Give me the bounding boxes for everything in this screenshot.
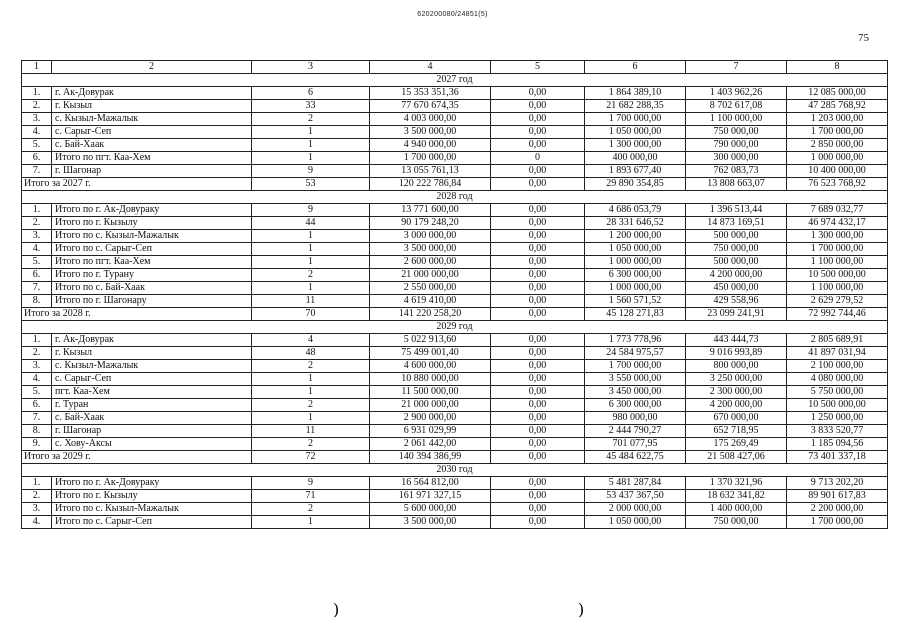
table-cell: 1 700 000,00: [787, 126, 888, 139]
municipality-name: Итого по с. Кызыл-Мажалык: [52, 503, 252, 516]
table-cell: 0,00: [491, 399, 585, 412]
year-label: 2029 год: [22, 321, 888, 334]
table-row: [22, 386, 888, 399]
column-header: 8: [787, 61, 888, 74]
row-index: 1.: [22, 477, 52, 490]
table-cell: 1: [252, 126, 370, 139]
total-cell: 45 128 271,83: [585, 308, 686, 321]
table-row: [22, 243, 888, 256]
table-row: [22, 516, 888, 529]
table-cell: 1 400 000,00: [686, 503, 787, 516]
table-cell: 4 003 000,00: [370, 113, 491, 126]
row-index: 7.: [22, 282, 52, 295]
row-index: 3.: [22, 360, 52, 373]
table-cell: 21 682 288,35: [585, 100, 686, 113]
table-cell: 0,00: [491, 334, 585, 347]
municipality-name: г. Ак-Довурак: [52, 87, 252, 100]
table-cell: 1 250 000,00: [787, 412, 888, 425]
total-cell: 141 220 258,20: [370, 308, 491, 321]
column-header: 7: [686, 61, 787, 74]
total-cell: 70: [252, 308, 370, 321]
table-cell: 8 702 617,08: [686, 100, 787, 113]
column-header: 3: [252, 61, 370, 74]
table-cell: 750 000,00: [686, 243, 787, 256]
total-cell: 76 523 768,92: [787, 178, 888, 191]
column-header: 4: [370, 61, 491, 74]
municipality-name: г. Кызыл: [52, 347, 252, 360]
table-cell: 4 200 000,00: [686, 399, 787, 412]
table-cell: 300 000,00: [686, 152, 787, 165]
table-cell: 3 550 000,00: [585, 373, 686, 386]
table-row: [22, 165, 888, 178]
table-cell: 77 670 674,35: [370, 100, 491, 113]
table-cell: 53 437 367,50: [585, 490, 686, 503]
year-total-row: [22, 308, 888, 321]
table-cell: 2: [252, 438, 370, 451]
table-cell: 0,00: [491, 139, 585, 152]
table-cell: 89 901 617,83: [787, 490, 888, 503]
total-label: Итого за 2029 г.: [22, 451, 252, 464]
table-cell: 1 700 000,00: [787, 243, 888, 256]
row-index: 2.: [22, 347, 52, 360]
row-index: 2.: [22, 217, 52, 230]
column-header: 6: [585, 61, 686, 74]
municipality-name: Итого по г. Шагонару: [52, 295, 252, 308]
table-row: [22, 412, 888, 425]
table-row: [22, 217, 888, 230]
table-cell: 750 000,00: [686, 126, 787, 139]
table-cell: 980 000,00: [585, 412, 686, 425]
total-cell: 120 222 786,84: [370, 178, 491, 191]
table-cell: 0,00: [491, 87, 585, 100]
row-index: 3.: [22, 113, 52, 126]
table-cell: 2 805 689,91: [787, 334, 888, 347]
table-cell: 1: [252, 412, 370, 425]
municipality-name: Итого по с. Бай-Хаак: [52, 282, 252, 295]
table-cell: 2 100 000,00: [787, 360, 888, 373]
table-cell: 762 083,73: [686, 165, 787, 178]
table-cell: 2: [252, 360, 370, 373]
table-cell: 44: [252, 217, 370, 230]
table-cell: 1: [252, 152, 370, 165]
row-index: 3.: [22, 230, 52, 243]
row-index: 1.: [22, 204, 52, 217]
municipality-name: с. Сарыг-Сеп: [52, 126, 252, 139]
table-cell: 7 689 032,77: [787, 204, 888, 217]
table-cell: 2: [252, 399, 370, 412]
municipality-name: Итого по пгт. Каа-Хем: [52, 152, 252, 165]
municipality-name: Итого по с. Сарыг-Сеп: [52, 516, 252, 529]
row-index: 4.: [22, 373, 52, 386]
table-cell: 9 713 202,20: [787, 477, 888, 490]
table-cell: 0,00: [491, 503, 585, 516]
table-cell: 1 370 321,96: [686, 477, 787, 490]
table-cell: 2 000 000,00: [585, 503, 686, 516]
table-cell: 4: [252, 334, 370, 347]
table-cell: 9: [252, 204, 370, 217]
table-cell: 0,00: [491, 360, 585, 373]
table-cell: 2: [252, 503, 370, 516]
year-total-row: [22, 178, 888, 191]
table-row: [22, 490, 888, 503]
table-cell: 500 000,00: [686, 230, 787, 243]
table-cell: 3 250 000,00: [686, 373, 787, 386]
table-cell: 3 450 000,00: [585, 386, 686, 399]
table-cell: 1 185 094,56: [787, 438, 888, 451]
table-cell: 443 444,73: [686, 334, 787, 347]
table-cell: 10 500 000,00: [787, 269, 888, 282]
table-cell: 47 285 768,92: [787, 100, 888, 113]
table-cell: 1 403 962,26: [686, 87, 787, 100]
table-cell: 1 000 000,00: [585, 282, 686, 295]
table-row: [22, 204, 888, 217]
row-index: 1.: [22, 334, 52, 347]
table-cell: 3 500 000,00: [370, 243, 491, 256]
table-cell: 1 200 000,00: [585, 230, 686, 243]
row-index: 2.: [22, 100, 52, 113]
table-row: [22, 256, 888, 269]
table-row: [22, 373, 888, 386]
table-cell: 46 974 432,17: [787, 217, 888, 230]
table-cell: 0,00: [491, 477, 585, 490]
total-cell: 13 808 663,07: [686, 178, 787, 191]
table-cell: 1 300 000,00: [585, 139, 686, 152]
table-cell: 0,00: [491, 217, 585, 230]
table-row: [22, 360, 888, 373]
table-cell: 71: [252, 490, 370, 503]
table-cell: 1 000 000,00: [585, 256, 686, 269]
table-cell: 5 750 000,00: [787, 386, 888, 399]
table-cell: 4 200 000,00: [686, 269, 787, 282]
table-cell: 11: [252, 425, 370, 438]
row-index: 7.: [22, 165, 52, 178]
municipality-name: с. Кызыл-Мажалык: [52, 360, 252, 373]
table-cell: 0,00: [491, 126, 585, 139]
table-cell: 1 864 389,10: [585, 87, 686, 100]
table-cell: 1 100 000,00: [787, 282, 888, 295]
table-cell: 790 000,00: [686, 139, 787, 152]
table-cell: 2 200 000,00: [787, 503, 888, 516]
table-cell: 670 000,00: [686, 412, 787, 425]
table-cell: 161 971 327,15: [370, 490, 491, 503]
table-row: [22, 295, 888, 308]
table-cell: 0,00: [491, 412, 585, 425]
table-row: [22, 152, 888, 165]
table-cell: 3 500 000,00: [370, 516, 491, 529]
column-header: 2: [52, 61, 252, 74]
table-cell: 1 100 000,00: [686, 113, 787, 126]
row-index: 5.: [22, 386, 52, 399]
table-cell: 1 050 000,00: [585, 243, 686, 256]
table-cell: 0,00: [491, 347, 585, 360]
total-cell: 140 394 386,99: [370, 451, 491, 464]
year-header-row: [22, 321, 888, 334]
table-cell: 4 686 053,79: [585, 204, 686, 217]
municipality-name: Итого по с. Сарыг-Сеп: [52, 243, 252, 256]
table-cell: 11 500 000,00: [370, 386, 491, 399]
table-cell: 6 931 029,99: [370, 425, 491, 438]
total-cell: 23 099 241,91: [686, 308, 787, 321]
table-cell: 701 077,95: [585, 438, 686, 451]
table-cell: 24 584 975,57: [585, 347, 686, 360]
column-header: 5: [491, 61, 585, 74]
table-cell: 2 061 442,00: [370, 438, 491, 451]
table-cell: 2 550 000,00: [370, 282, 491, 295]
municipality-name: г. Шагонар: [52, 165, 252, 178]
table-cell: 0,00: [491, 165, 585, 178]
table-cell: 9 016 993,89: [686, 347, 787, 360]
year-total-row: [22, 451, 888, 464]
municipality-name: Итого по г. Ак-Довураку: [52, 477, 252, 490]
column-header: 1: [22, 61, 52, 74]
table-row: [22, 139, 888, 152]
row-index: 4.: [22, 126, 52, 139]
municipality-name: Итого по с. Кызыл-Мажалык: [52, 230, 252, 243]
table-cell: 3 000 000,00: [370, 230, 491, 243]
table-cell: 2 300 000,00: [686, 386, 787, 399]
table-cell: 4 940 000,00: [370, 139, 491, 152]
table-row: [22, 282, 888, 295]
row-index: 6.: [22, 399, 52, 412]
row-index: 7.: [22, 412, 52, 425]
table-cell: 1: [252, 282, 370, 295]
table-row: [22, 399, 888, 412]
row-index: 5.: [22, 256, 52, 269]
table-cell: 1 700 000,00: [585, 113, 686, 126]
table-row: [22, 269, 888, 282]
page-number: 75: [858, 32, 869, 44]
table-cell: 800 000,00: [686, 360, 787, 373]
total-cell: 0,00: [491, 178, 585, 191]
table-cell: 1 700 000,00: [585, 360, 686, 373]
table-cell: 33: [252, 100, 370, 113]
table-cell: 9: [252, 477, 370, 490]
total-cell: 29 890 354,85: [585, 178, 686, 191]
table-cell: 1 100 000,00: [787, 256, 888, 269]
table-cell: 9: [252, 165, 370, 178]
table-row: [22, 503, 888, 516]
table-cell: 1: [252, 139, 370, 152]
table-cell: 1 700 000,00: [787, 516, 888, 529]
table-cell: 5 600 000,00: [370, 503, 491, 516]
table-cell: 1: [252, 243, 370, 256]
table-cell: 0,00: [491, 295, 585, 308]
table-cell: 18 632 341,82: [686, 490, 787, 503]
row-index: 3.: [22, 503, 52, 516]
table-cell: 10 400 000,00: [787, 165, 888, 178]
table-cell: 0,00: [491, 113, 585, 126]
table-cell: 6 300 000,00: [585, 399, 686, 412]
table-cell: 400 000,00: [585, 152, 686, 165]
table-cell: 0,00: [491, 490, 585, 503]
municipality-name: с. Бай-Хаак: [52, 412, 252, 425]
table-cell: 2 444 790,27: [585, 425, 686, 438]
footer-mark: ): [578, 600, 585, 619]
table-cell: 4 080 000,00: [787, 373, 888, 386]
total-cell: 21 508 427,06: [686, 451, 787, 464]
table-row: [22, 230, 888, 243]
table-cell: 6: [252, 87, 370, 100]
total-cell: 0,00: [491, 308, 585, 321]
table-cell: 2 600 000,00: [370, 256, 491, 269]
table-cell: 11: [252, 295, 370, 308]
table-cell: 6 300 000,00: [585, 269, 686, 282]
total-cell: 72 992 744,46: [787, 308, 888, 321]
table-cell: 2: [252, 269, 370, 282]
table-cell: 1 050 000,00: [585, 516, 686, 529]
table-cell: 2 629 279,52: [787, 295, 888, 308]
year-header-row: [22, 74, 888, 87]
municipality-name: Итого по пгт. Каа-Хем: [52, 256, 252, 269]
table-cell: 1 893 677,40: [585, 165, 686, 178]
table-row: [22, 113, 888, 126]
table-row: [22, 126, 888, 139]
table-cell: 0,00: [491, 516, 585, 529]
year-label: 2028 год: [22, 191, 888, 204]
table-cell: 0: [491, 152, 585, 165]
table-cell: 90 179 248,20: [370, 217, 491, 230]
table-cell: 1 396 513,44: [686, 204, 787, 217]
year-label: 2027 год: [22, 74, 888, 87]
table-cell: 1: [252, 516, 370, 529]
year-header-row: [22, 464, 888, 477]
table-cell: 1 050 000,00: [585, 126, 686, 139]
municipality-name: г. Шагонар: [52, 425, 252, 438]
table-cell: 0,00: [491, 204, 585, 217]
table-cell: 10 880 000,00: [370, 373, 491, 386]
document-id: 620200080/24851(5): [417, 11, 488, 18]
footer-mark: ): [333, 600, 340, 619]
municipality-name: с. Бай-Хаак: [52, 139, 252, 152]
municipality-name: с. Сарыг-Сеп: [52, 373, 252, 386]
municipality-name: Итого по г. Ак-Довураку: [52, 204, 252, 217]
year-header-row: [22, 191, 888, 204]
row-index: 8.: [22, 425, 52, 438]
table-cell: 1: [252, 373, 370, 386]
table-cell: 1 300 000,00: [787, 230, 888, 243]
table-cell: 2 900 000,00: [370, 412, 491, 425]
table-cell: 14 873 169,51: [686, 217, 787, 230]
table-cell: 175 269,49: [686, 438, 787, 451]
table-cell: 1 000 000,00: [787, 152, 888, 165]
budget-table: [21, 60, 888, 529]
municipality-name: с. Хову-Аксы: [52, 438, 252, 451]
table-cell: 652 718,95: [686, 425, 787, 438]
table-cell: 12 085 000,00: [787, 87, 888, 100]
table-row: [22, 87, 888, 100]
table-cell: 3 500 000,00: [370, 126, 491, 139]
table-cell: 21 000 000,00: [370, 399, 491, 412]
table-row: [22, 425, 888, 438]
municipality-name: Итого по г. Кызылу: [52, 217, 252, 230]
table-cell: 28 331 646,52: [585, 217, 686, 230]
table-cell: 0,00: [491, 230, 585, 243]
table-cell: 2 850 000,00: [787, 139, 888, 152]
table-cell: 0,00: [491, 269, 585, 282]
row-index: 1.: [22, 87, 52, 100]
table-cell: 0,00: [491, 438, 585, 451]
row-index: 8.: [22, 295, 52, 308]
municipality-name: Итого по г. Кызылу: [52, 490, 252, 503]
total-label: Итого за 2027 г.: [22, 178, 252, 191]
table-cell: 4 619 410,00: [370, 295, 491, 308]
total-cell: 73 401 337,18: [787, 451, 888, 464]
total-cell: 53: [252, 178, 370, 191]
total-cell: 45 484 622,75: [585, 451, 686, 464]
table-cell: 1: [252, 256, 370, 269]
table-cell: 3 833 520,77: [787, 425, 888, 438]
municipality-name: пгт. Каа-Хем: [52, 386, 252, 399]
table-cell: 41 897 031,94: [787, 347, 888, 360]
table-cell: 13 055 761,13: [370, 165, 491, 178]
table-row: [22, 334, 888, 347]
municipality-name: г. Кызыл: [52, 100, 252, 113]
table-cell: 1 700 000,00: [370, 152, 491, 165]
table-cell: 0,00: [491, 100, 585, 113]
table-cell: 10 500 000,00: [787, 399, 888, 412]
row-index: 9.: [22, 438, 52, 451]
row-index: 6.: [22, 152, 52, 165]
row-index: 4.: [22, 516, 52, 529]
table-cell: 21 000 000,00: [370, 269, 491, 282]
municipality-name: с. Кызыл-Мажалык: [52, 113, 252, 126]
table-cell: 2: [252, 113, 370, 126]
total-cell: 72: [252, 451, 370, 464]
table-cell: 0,00: [491, 373, 585, 386]
table-cell: 429 558,96: [686, 295, 787, 308]
column-header-row: [22, 61, 888, 74]
table-cell: 1 203 000,00: [787, 113, 888, 126]
table-cell: 15 353 351,36: [370, 87, 491, 100]
table-cell: 16 564 812,00: [370, 477, 491, 490]
table-cell: 13 771 600,00: [370, 204, 491, 217]
row-index: 6.: [22, 269, 52, 282]
table-cell: 1: [252, 386, 370, 399]
row-index: 5.: [22, 139, 52, 152]
table-row: [22, 477, 888, 490]
table-cell: 450 000,00: [686, 282, 787, 295]
table-row: [22, 100, 888, 113]
table-cell: 1: [252, 230, 370, 243]
year-label: 2030 год: [22, 464, 888, 477]
municipality-name: г. Туран: [52, 399, 252, 412]
table-cell: 48: [252, 347, 370, 360]
table-cell: 1 773 778,96: [585, 334, 686, 347]
total-cell: 0,00: [491, 451, 585, 464]
table-body: [22, 61, 888, 529]
table-cell: 75 499 001,40: [370, 347, 491, 360]
table-cell: 750 000,00: [686, 516, 787, 529]
table-cell: 4 600 000,00: [370, 360, 491, 373]
total-label: Итого за 2028 г.: [22, 308, 252, 321]
table-row: [22, 438, 888, 451]
municipality-name: г. Ак-Довурак: [52, 334, 252, 347]
table-cell: 0,00: [491, 282, 585, 295]
table-cell: 0,00: [491, 386, 585, 399]
table-cell: 0,00: [491, 256, 585, 269]
table-cell: 1 560 571,52: [585, 295, 686, 308]
row-index: 4.: [22, 243, 52, 256]
row-index: 2.: [22, 490, 52, 503]
table-row: [22, 347, 888, 360]
table-cell: 500 000,00: [686, 256, 787, 269]
table-cell: 5 022 913,60: [370, 334, 491, 347]
table-cell: 5 481 287,84: [585, 477, 686, 490]
municipality-name: Итого по г. Турану: [52, 269, 252, 282]
table-cell: 0,00: [491, 425, 585, 438]
table-cell: 0,00: [491, 243, 585, 256]
